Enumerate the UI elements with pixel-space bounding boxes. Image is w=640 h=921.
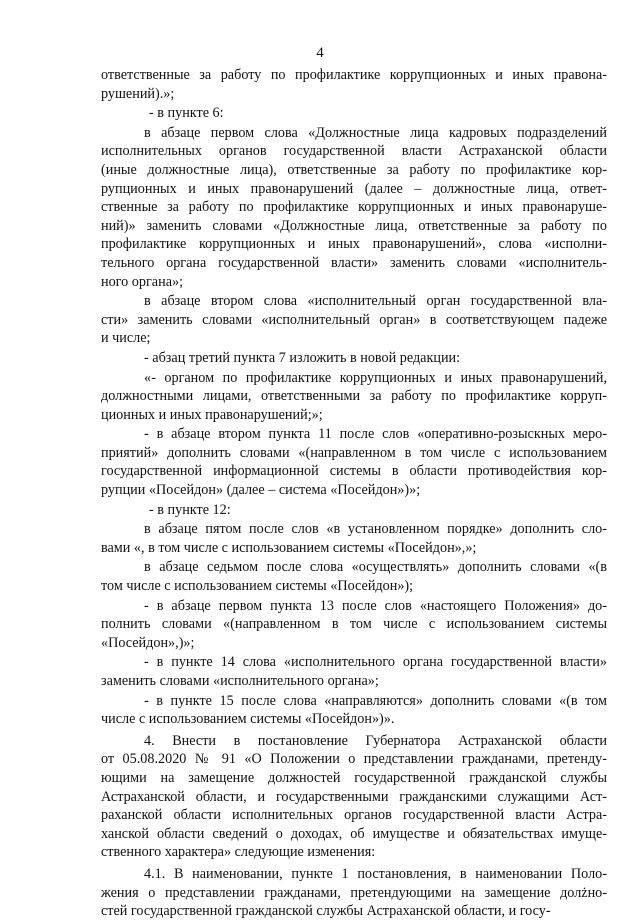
paragraph	[101, 520, 607, 557]
paragraph	[101, 692, 607, 729]
paragraph	[101, 865, 607, 921]
text-line: - в абзаце втором пункта 11 после слов «оперативно-розыскных меро-	[144, 426, 607, 443]
text-line: Астраханской области, и государственными гражданскими служащими Аст-	[101, 788, 607, 805]
text-line: - в пункте 12:	[149, 501, 231, 518]
text-line: вами «, в том числе с использованием системы «Посейдон»,»;	[101, 539, 477, 556]
text-line: числе с использованием системы «Посейдон»)».	[101, 711, 395, 728]
text-line: рупции «Посейдон» (далее – система «Посейдон»)»;	[101, 482, 421, 499]
text-line: ответственные за работу по профилактике коррупционных и иных правона-	[101, 67, 607, 83]
paragraph	[101, 66, 607, 103]
text-line: «Посейдон»,)»;	[101, 634, 195, 651]
text-line: - в абзаце первом пункта 13 после слов «настоящего Положения» до-	[144, 597, 607, 614]
paragraph	[101, 292, 607, 348]
text-line: ственного характера» следующие изменения:	[101, 844, 376, 861]
text-line: ного органа»;	[101, 273, 184, 290]
paragraph	[101, 425, 607, 499]
text-line: в абзаце втором слова «исполнительный орган государственной вла-	[144, 293, 607, 310]
paragraph	[101, 597, 607, 653]
text-line: от 05.08.2020 № 91 «О Положении о представлении гражданами, претенду-	[101, 751, 607, 768]
paragraph	[101, 369, 607, 425]
text-line: «- органом по профилактике коррупционных и иных правонарушений,	[144, 369, 607, 386]
paragraph	[101, 501, 607, 520]
text-line: должностными лицами, ответственными за работу по профилактике корруп-	[101, 388, 607, 405]
text-line: 4. Внести в постановление Губернатора Астраханской области	[144, 732, 607, 749]
text-line: - в пункте 15 после слова «направляются» дополнить словами «(в том	[144, 692, 607, 709]
text-line: том числе с использованием системы «Посейдон»);	[101, 578, 414, 595]
text-line: стей государственной гражданской службы Астраханской области, и госу-	[101, 903, 551, 920]
text-line: в абзаце седьмом после слова «осуществлять» дополнить словами «(в	[144, 559, 607, 576]
text-line: ственные за работу по профилактике коррупционных и иных правонаруше-	[101, 199, 607, 216]
page-number: 4	[316, 45, 324, 61]
paragraph	[101, 349, 607, 368]
text-line: исполнительных органов государственной власти Астраханской области	[101, 143, 607, 160]
text-line: рупционных и иных правонарушений (далее – должностные лица, ответ-	[101, 180, 607, 197]
text-line: ханской области сведений о доходах, об имуществе и обязательствах имуще-	[101, 825, 607, 842]
text-line: заменить словами «исполнительного органа»;	[101, 673, 379, 689]
text-line: ционных и иных правонарушений;»;	[101, 406, 323, 423]
paragraph	[101, 653, 607, 690]
text-line: - абзац третий пункта 7 изложить в новой редакции:	[144, 349, 461, 366]
text-line: в абзаце пятом после слов «в установленном порядке» дополнить сло-	[144, 521, 607, 538]
text-line: 4.1. В наименовании, пункте 1 постановления, в наименовании Поло-	[144, 865, 607, 882]
text-line: и числе;	[101, 330, 151, 347]
paragraph	[101, 558, 607, 595]
text-line: раханской области исполнительных органов государственной власти Астра-	[101, 807, 607, 824]
text-line: - в пункте 6:	[149, 105, 224, 122]
text-line: рушений).»;	[101, 85, 175, 102]
text-line: сти» заменить словами «исполнительный орган» в соответствующем падеже	[101, 311, 607, 328]
text-line: (иные должностные лица), ответственные за работу по профилактике кор-	[101, 161, 607, 178]
text-line: - в пункте 14 слова «исполнительного органа государственной власти»	[144, 654, 607, 671]
text-line: в абзаце первом слова «Должностные лица кадровых подразделений	[144, 124, 607, 141]
text-line: жения о представлении гражданами, претендующими на замещение долżно-	[101, 884, 607, 901]
text-line: полнить словами «(направленном в том числе с использованием системы	[101, 616, 607, 633]
paragraph	[101, 104, 607, 123]
document-body	[101, 66, 607, 921]
text-line: профилактике коррупционных и иных правонарушений», слова «исполни-	[101, 236, 607, 253]
paragraph	[101, 732, 607, 862]
text-line: государственной информационной системы в области противодействия кор-	[101, 463, 607, 480]
text-line: приятий» дополнить словами «(направленном в том числе с использованием	[101, 444, 607, 461]
text-line: ний)» заменить словами «Должностные лица, ответственные за работу по	[101, 217, 607, 234]
text-line: тельного органа государственной власти» заменить словами «исполнитель-	[101, 254, 607, 271]
text-line: ющими на замещение должностей государственной гражданской службы	[101, 769, 607, 786]
paragraph	[101, 124, 607, 291]
